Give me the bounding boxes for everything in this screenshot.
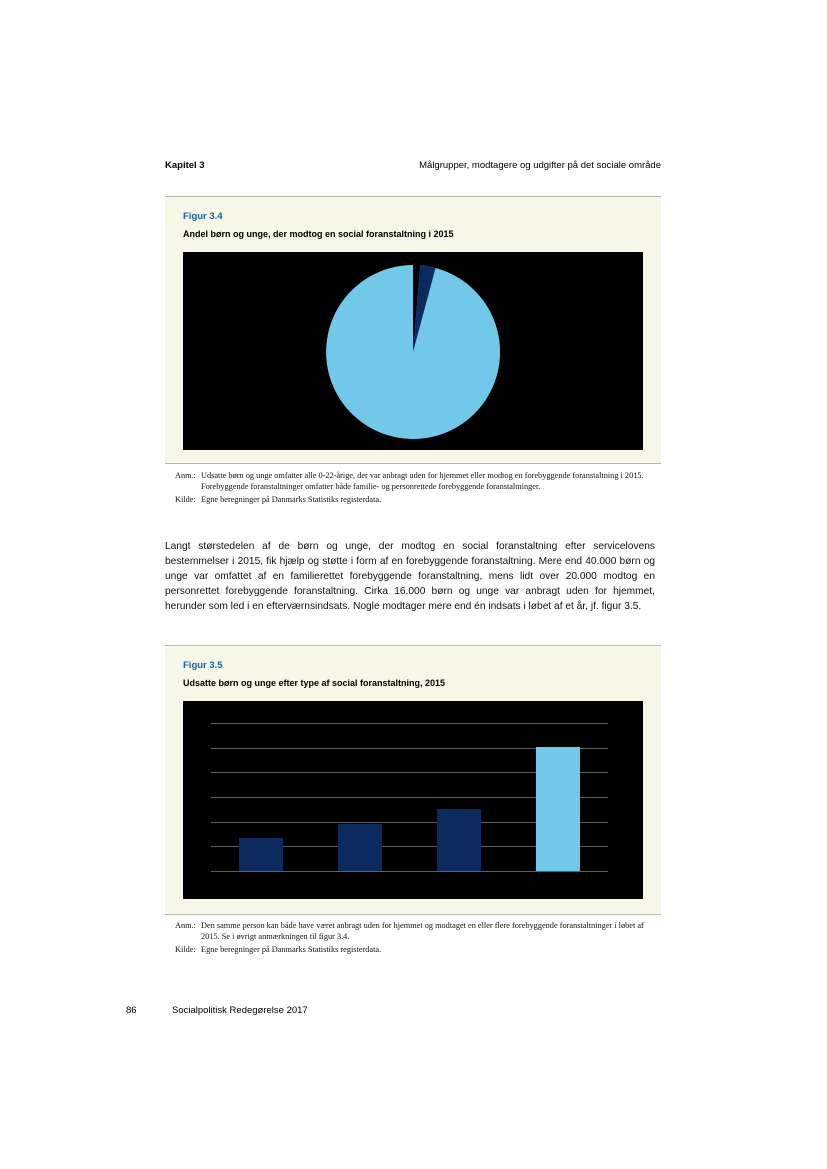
bar-personrettet [437, 809, 481, 871]
figure-3-4-source [165, 494, 661, 505]
figure-3-5-note [165, 920, 661, 943]
bar-familierettet [536, 747, 580, 871]
source-label: Kilde: [175, 944, 196, 954]
publication-title: Socialpolitisk Redegørelse 2017 [172, 1005, 308, 1016]
running-header [165, 160, 661, 171]
figure-3-5-notes [165, 920, 661, 956]
figure-3-4-title: Andel børn og unge, der modtog en social foranstaltning i 2015 [183, 229, 454, 239]
source-text: Egne beregninger på Danmarks Statistiks registerdata. [201, 944, 382, 954]
figure-3-4-notes [165, 470, 661, 506]
figure-3-5-number: Figur 3.5 [183, 660, 223, 671]
figure-3-4-note [165, 470, 661, 493]
source-text: Egne beregninger på Danmarks Statistiks registerdata. [201, 494, 382, 504]
note-text: Udsatte børn og unge omfatter alle 0-22-årige, der var anbragt uden for hjemmet eller modtog en forebyggende foranstaltning i 2015. Forebyggende foranstaltninger omfatter både familie- og personrettede forebyggende foranstaltninger. [201, 471, 644, 492]
note-text: Den samme person kan både have været anbragt uden for hjemmet og modtaget en eller flere forebyggende foranstaltninger i løbet af 2015. Se i øvrigt anmærkningen til figur 3.4. [201, 921, 644, 942]
note-label: Anm.: [175, 471, 196, 480]
bar-series [211, 723, 608, 871]
body-paragraph: Langt størstedelen af de børn og unge, der modtog en social foranstaltning efter servicelovens bestemmelser i 2015, fik hjælp og støtte i form af en forebyggende foranstaltning. Mere end 40.000 børn og unge var omfattet af en familierettet forebyggende foranstaltning, mens lidt over 20.000 modtog en personrettet forebyggende foranstaltning. Cirka 16.000 børn og unge var anbragt uden for hjemmet, herunder som led i en efterværnsindsats. Nogle modtager mere end én indsats i løbet af et år, jf. figur 3.5. [165, 541, 655, 612]
pie-chart [313, 264, 513, 439]
figure-3-5-source [165, 944, 661, 955]
bar-efterværn [338, 824, 382, 871]
bar-anbragt [239, 838, 283, 871]
header-section: Målgrupper, modtagere og udgifter på det sociale område [419, 160, 661, 171]
page-footer [126, 1005, 661, 1016]
figure-3-4-number: Figur 3.4 [183, 211, 223, 222]
source-label: Kilde: [175, 494, 196, 504]
gridline [211, 871, 608, 872]
pie-slice-ovrige [326, 265, 500, 439]
figure-3-5-box [165, 645, 661, 915]
figure-3-5-title: Udsatte børn og unge efter type af social foranstaltning, 2015 [183, 678, 446, 688]
header-chapter: Kapitel 3 [165, 160, 205, 171]
page-number: 86 [126, 1005, 137, 1016]
note-label: Anm.: [175, 921, 196, 930]
figure-3-4-plot [183, 252, 643, 450]
figure-3-5-plot [183, 701, 643, 899]
figure-3-4-box [165, 196, 661, 464]
